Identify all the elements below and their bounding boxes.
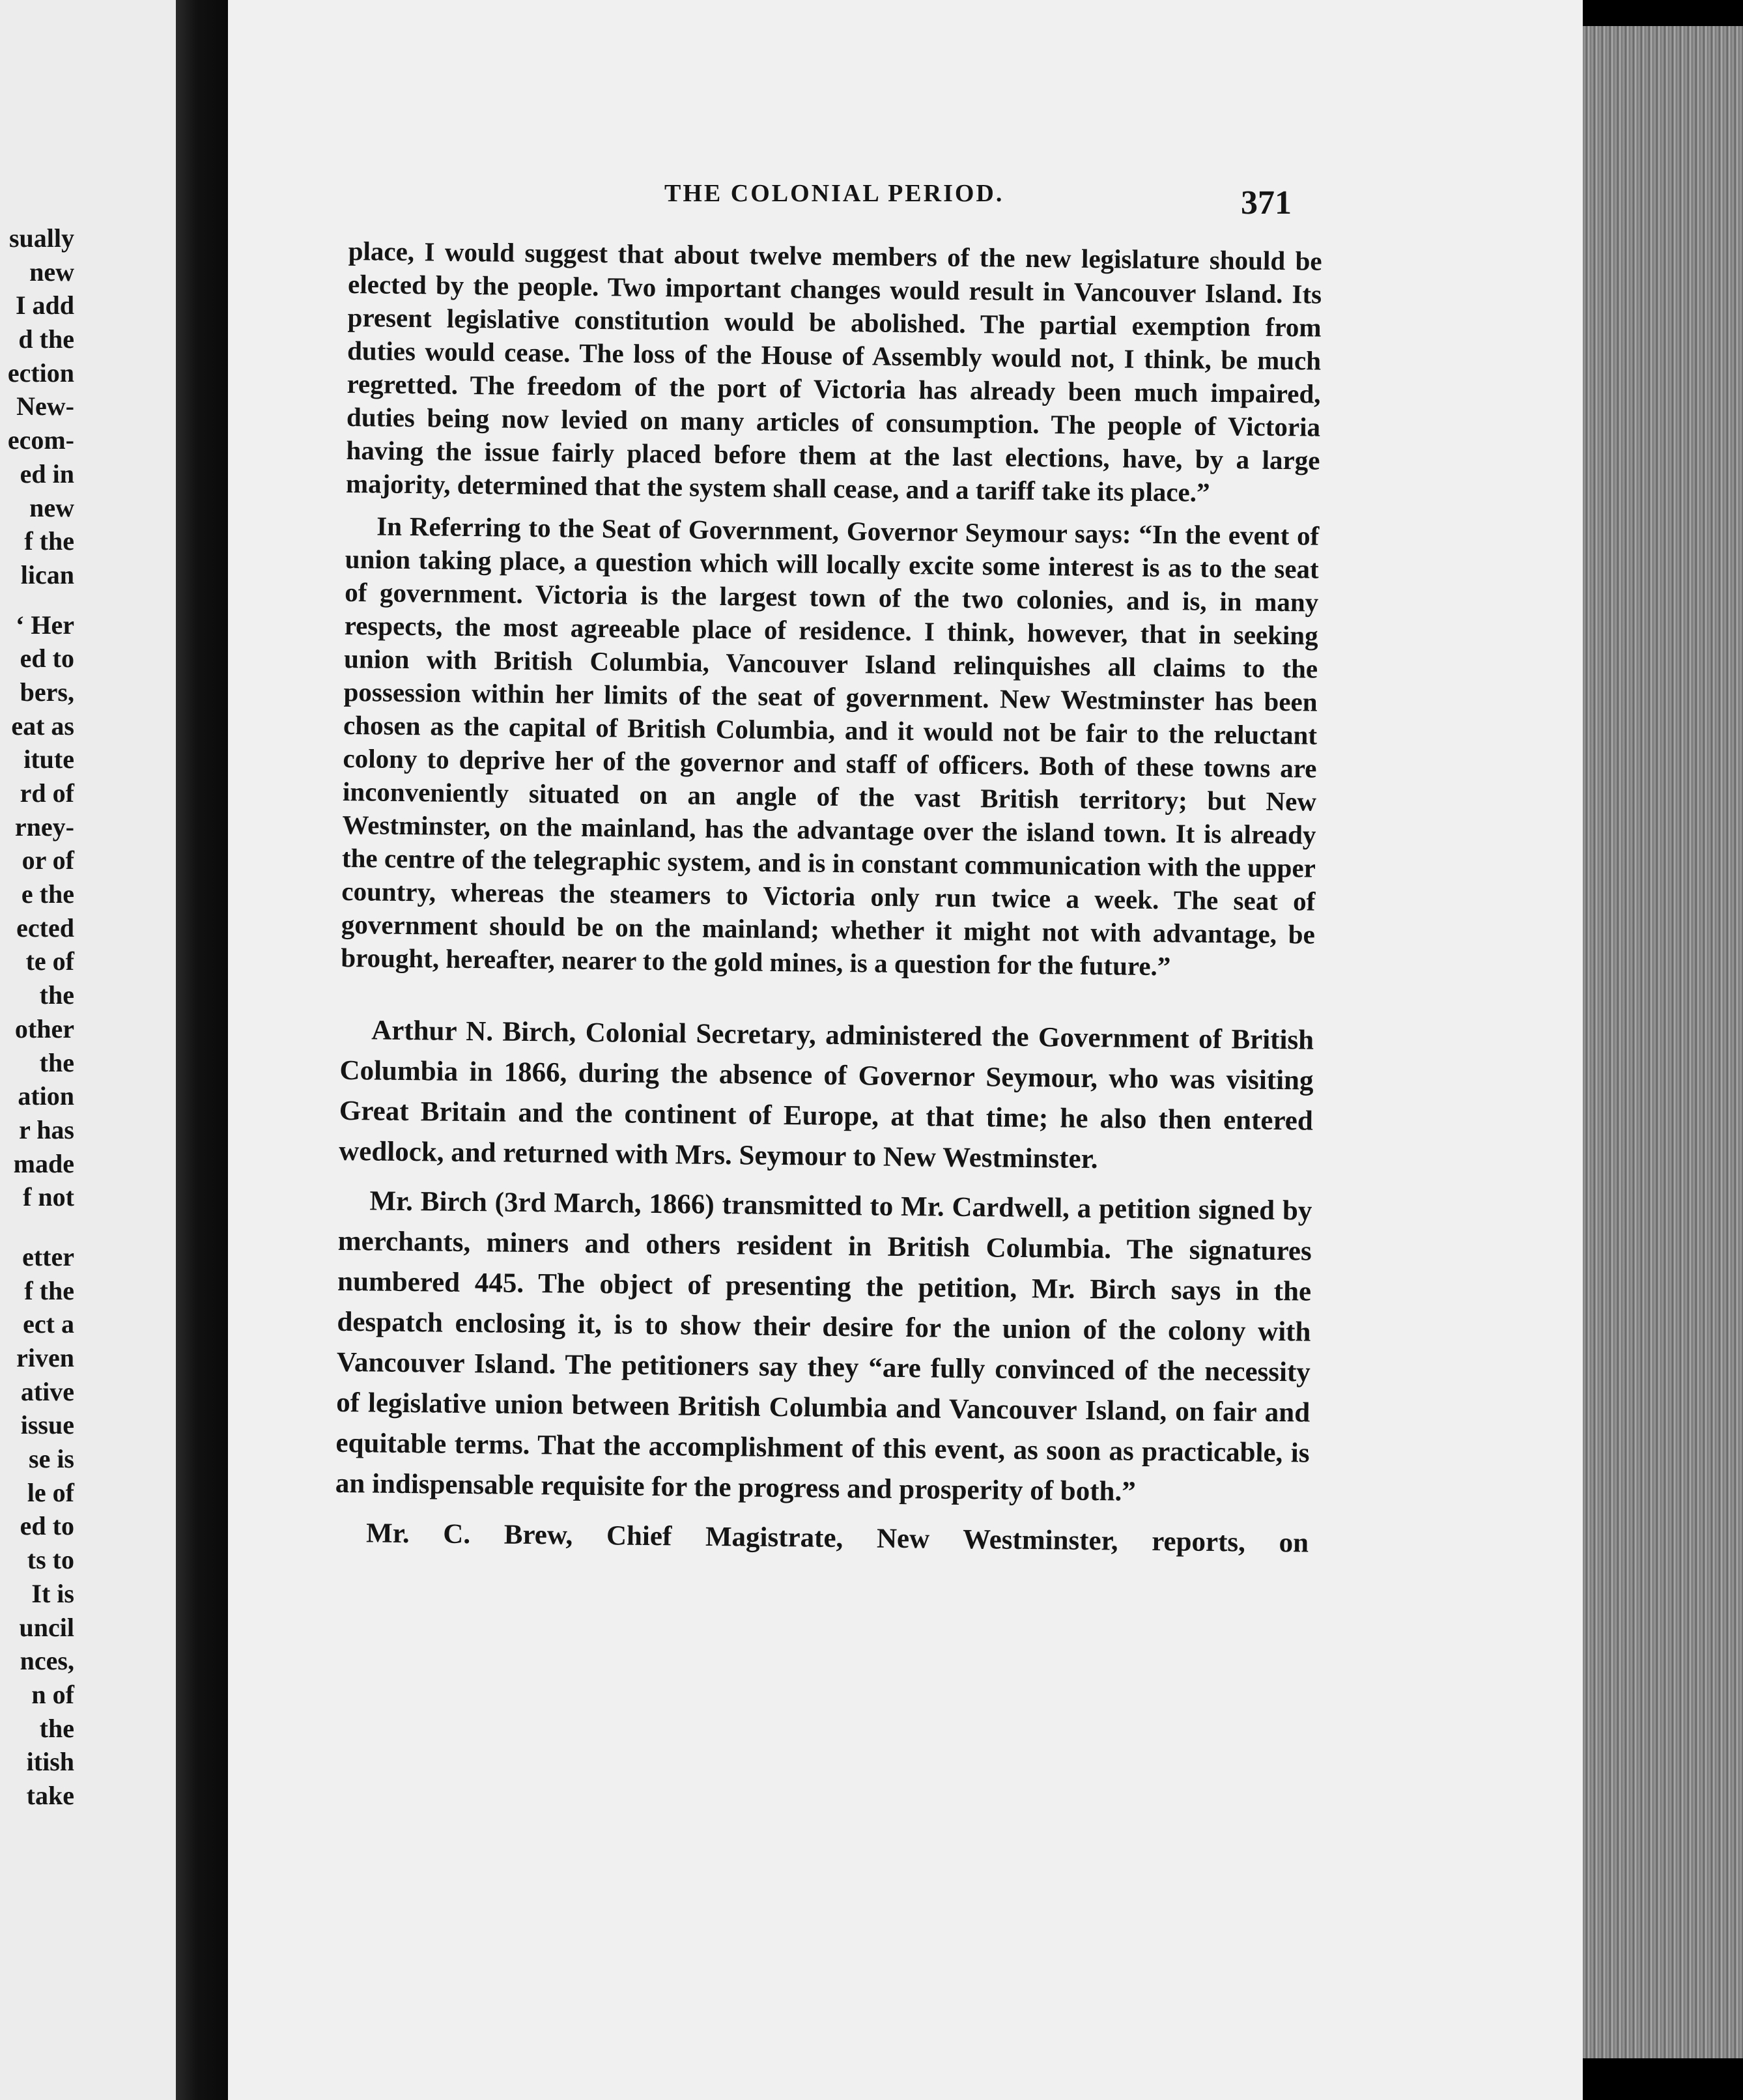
previous-page-fragment: itute	[23, 745, 74, 774]
previous-page-fragment: nces,	[20, 1646, 74, 1676]
previous-page-sliver	[0, 0, 176, 2100]
previous-page-fragment: the	[39, 1047, 74, 1077]
previous-page-fragment: ecom-	[7, 425, 74, 455]
previous-page-fragment: ected	[16, 913, 74, 943]
page-edges-stack	[1583, 26, 1743, 2058]
previous-page-fragment: I add	[15, 291, 74, 320]
previous-page-fragment: New-	[16, 391, 74, 421]
previous-page-fragment: ection	[7, 358, 74, 388]
running-head: THE COLONIAL PERIOD.	[664, 180, 1004, 207]
previous-page-text-fragments	[0, 221, 74, 1813]
previous-page-fragment: lican	[20, 560, 74, 589]
previous-page-fragment: new	[29, 492, 74, 522]
previous-page-fragment: ts to	[27, 1545, 74, 1575]
previous-page-fragment: take	[26, 1780, 74, 1810]
previous-page-fragment: uncil	[19, 1612, 74, 1642]
previous-page-fragment: other	[14, 1014, 74, 1043]
previous-page-fragment: etter	[22, 1242, 74, 1271]
previous-page-fragment: itish	[26, 1747, 74, 1777]
paragraph-seat-of-government: In Referring to the Seat of Government, Governor Seymour says: “In the event of union taking place, a question which will locally excite some interest is as to the seat of government. Victoria is the largest town of the two colonies, and is, in many respects, the most agreeable place of residence. I think, however, that in seeking union with British Columbia, Vancouver Island relinquishes all claims to the possession within her limits of the seat of government. New Westminster has been chosen as the capital of British Columbia, and it would not be fair to the reluctant colony to deprive her of the governor and staff of officers. Both of these towns are inconveniently situated on an angle of the vast British territory; but New Westminster, on the mainland, has the advantage over the island town. It is already the centre of the telegraphic system, and is in constant communication with the upper country, whereas the steamers to Victoria only run twice a week. The seat of government should be on the mainland; whether it might not with advantage, be brought, hereafter, nearer to the gold mines, is a question for the future.”	[341, 511, 1320, 982]
previous-page-fragment: the	[39, 980, 74, 1010]
previous-page-fragment: new	[29, 257, 74, 287]
previous-page-fragment: or of	[21, 845, 74, 875]
page-number: 371	[1241, 184, 1292, 221]
previous-page-fragment: eat as	[11, 711, 74, 741]
previous-page-fragment: e the	[21, 879, 74, 909]
previous-page-fragment: It is	[31, 1578, 74, 1608]
previous-page-fragment: ed to	[20, 1511, 74, 1541]
paragraph-quote-continuation: place, I would suggest that about twelve members of the new legislature should be elected by the people. Two important changes would result in Vancouver Island. Its present legislative constitution would be abolished. The partial exemption from duties would cease. The loss of the House of Assembly would not, I think, be much regretted. The freedom of the port of Victoria has already been much impaired, duties being now levied on many articles of consumption. The people of Victoria having the issue fairly placed before them at the last elections, have, by a large majority, determined that the system shall cease, and a tariff take its place.”	[345, 235, 1322, 507]
previous-page-fragment: rney-	[14, 812, 74, 842]
previous-page-fragment: ect a	[23, 1309, 74, 1339]
previous-page-fragment: made	[13, 1148, 74, 1178]
previous-page-fragment: ation	[18, 1081, 74, 1111]
paragraph-birch-petition: Mr. Birch (3rd March, 1866) transmitted to Mr. Cardwell, a petition signed by merchants, miners and others resident in British Columbia. The signatures numbered 445. The object of presenting the petition, Mr. Birch says in the despatch enclosing it, is to show their desire for the union of the colony with Vancouver Island. The petitioners say they “are fully convinced of the necessity of legislative union between British Columbia and Vancouver Island, on fair and equitable terms. That the accomplishment of this event, as soon as practicable, is an indispensable requisite for the progress and prosperity of both.”	[335, 1185, 1312, 1507]
previous-page-fragment: f the	[24, 1275, 74, 1305]
previous-page-fragment: ative	[20, 1376, 74, 1406]
previous-page-fragment: ‘ Her	[16, 610, 74, 640]
previous-page-fragment: bers,	[20, 677, 74, 707]
previous-page-fragment: d the	[18, 324, 74, 354]
previous-page-fragment: ed to	[20, 644, 74, 674]
paragraph-arthur-birch: Arthur N. Birch, Colonial Secretary, administered the Government of British Columbia in 1866, during the absence of Governor Seymour, who was visiting Great Britain and the continent of Europe, at that time; he also then entered wedlock, and returned with Mrs. Seymour to New Westminster.	[339, 1015, 1314, 1175]
book-gutter	[176, 0, 228, 2100]
previous-page-fragment: the	[39, 1713, 74, 1743]
previous-page-fragment: issue	[20, 1410, 74, 1440]
previous-page-fragment: sually	[8, 223, 74, 253]
previous-page-fragment: te of	[25, 946, 74, 976]
previous-page-fragment: f not	[23, 1182, 74, 1212]
paragraph-brew-report: Mr. C. Brew, Chief Magistrate, New Westminster, reports, on	[365, 1518, 1309, 1559]
previous-page-fragment: f the	[24, 526, 74, 556]
previous-page-fragment: le of	[27, 1477, 74, 1507]
text-block	[335, 234, 1322, 1564]
previous-page-fragment: riven	[16, 1343, 74, 1372]
previous-page-fragment: se is	[29, 1444, 74, 1474]
previous-page-fragment: n of	[31, 1679, 74, 1709]
previous-page-fragment: rd of	[20, 778, 74, 808]
previous-page-fragment: r has	[19, 1114, 74, 1144]
previous-page-fragment: ed in	[20, 459, 74, 489]
